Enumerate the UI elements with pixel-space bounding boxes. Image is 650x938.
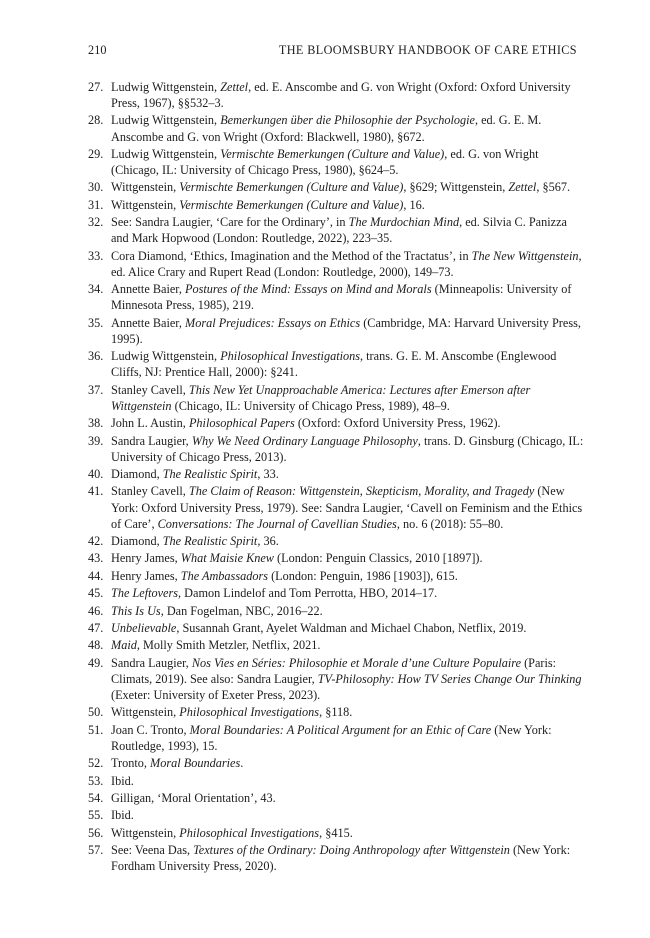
endnote-segment: Henry James, xyxy=(111,568,181,583)
endnote-segment: Ludwig Wittgenstein, xyxy=(111,80,221,94)
endnote xyxy=(88,655,584,703)
endnote-segment: Ludwig Wittgenstein, xyxy=(111,349,221,364)
endnote-segment: Annette Baier, xyxy=(111,282,186,297)
endnote-title: Postures of the Mind: Essays on Mind and Morals xyxy=(185,282,432,297)
endnote-segment: (Cambridge, MA: Harvard University Press, 1995). xyxy=(111,315,581,346)
endnote-title: The Realistic Spirit xyxy=(162,467,258,482)
endnote-title: Conversations: The Journal of Cavellian Studies xyxy=(157,516,397,531)
endnote-segment: Ibid. xyxy=(111,808,134,823)
endnote-segment: See: Veena Das, xyxy=(111,843,194,858)
endnote-segment: Sandra Laugier, xyxy=(111,433,192,448)
endnote-number: 29. xyxy=(88,146,104,161)
endnote-segment: (Oxford: Oxford University Press, 1962). xyxy=(294,416,501,431)
endnote-number: 42. xyxy=(88,533,104,548)
endnote-segment: , ed. G. von Wright (Chicago, IL: University of Chicago Press, 1980), §624–5. xyxy=(111,146,539,178)
endnote-number: 40. xyxy=(88,467,104,482)
endnote-text xyxy=(111,316,581,346)
endnote-title: Moral Boundaries: A Political Argument for an Ethic of Care xyxy=(189,722,492,737)
endnote xyxy=(88,550,584,566)
endnote-segment: Stanley Cavell, xyxy=(111,484,189,499)
endnote-number: 56. xyxy=(88,825,104,840)
running-head: THE BLOOMSBURY HANDBOOK OF CARE ETHICS xyxy=(278,43,577,57)
endnote xyxy=(88,755,584,771)
endnote-segment: , §567. xyxy=(536,180,571,195)
endnote-segment: Annette Baier, xyxy=(111,315,186,330)
endnote-text xyxy=(111,638,320,652)
endnote xyxy=(88,620,584,636)
endnote-segment: Molly Smith Metzler, Netflix, 2021. xyxy=(139,638,321,653)
endnote-number: 41. xyxy=(88,484,104,499)
endnote-text xyxy=(111,586,437,600)
endnote-title: The Claim of Reason: Wittgenstein, Skepticism, Morality, and Tragedy xyxy=(188,484,535,499)
endnote-segment: Ludwig Wittgenstein, xyxy=(111,146,221,161)
endnote-text xyxy=(111,147,538,177)
endnote-text xyxy=(111,756,243,770)
endnote-title: Unbelievable xyxy=(111,620,177,635)
endnote-title: Vermischte Bemerkungen (Culture and Value) xyxy=(179,197,404,212)
endnote-title: Philosophical Papers xyxy=(188,416,295,431)
endnote xyxy=(88,773,584,789)
endnote-title: Philosophical Investigations xyxy=(220,349,361,364)
endnote xyxy=(88,704,584,720)
endnote-segment: . xyxy=(240,756,244,771)
endnote-segment: Diamond, xyxy=(111,467,163,482)
endnote-number: 38. xyxy=(88,416,104,431)
endnote-number: 30. xyxy=(88,180,104,195)
endnote-segment: (Paris: Climats, 2019). See also: Sandra Laugier, xyxy=(111,655,557,686)
endnote-segment: (New York: Oxford University Press, 1979). See: Sandra Laugier, ‘Cavell on Feminism and the Ethics of Care’, xyxy=(111,484,583,531)
endnote-segment: (London: Penguin, 1986 [1903]), 615. xyxy=(268,568,458,583)
endnote-segment: Ibid. xyxy=(111,773,134,788)
endnote-text xyxy=(111,791,276,805)
endnote-text xyxy=(111,569,458,583)
endnote xyxy=(88,214,584,246)
endnote-title: Nos Vies en Séries: Philosophie et Morale d’une Culture Populaire xyxy=(191,655,522,670)
endnote xyxy=(88,637,584,653)
page-header xyxy=(88,43,577,61)
endnote-text xyxy=(111,621,526,635)
endnote xyxy=(88,825,584,841)
endnote-number: 43. xyxy=(88,551,104,566)
endnote xyxy=(88,79,584,111)
endnote-title: Zettel xyxy=(508,180,537,195)
endnote xyxy=(88,433,584,465)
endnote xyxy=(88,112,584,144)
endnote-segment: Dan Fogelman, NBC, 2016–22. xyxy=(163,603,323,618)
endnote-number: 33. xyxy=(88,248,104,263)
endnote-number: 35. xyxy=(88,315,104,330)
endnote-text xyxy=(111,383,530,413)
endnote xyxy=(88,179,584,195)
endnote-segment: Damon Lindelof and Tom Perrotta, HBO, 2014–17. xyxy=(181,586,438,601)
endnote-number: 37. xyxy=(88,382,104,397)
endnote-number: 28. xyxy=(88,113,104,128)
endnote-text xyxy=(111,656,582,702)
endnote-number: 46. xyxy=(88,603,104,618)
endnote-segment: , 36. xyxy=(257,533,279,548)
endnote-number: 47. xyxy=(88,620,104,635)
endnote-text xyxy=(111,198,425,212)
endnote-text xyxy=(111,604,323,618)
endnote xyxy=(88,585,584,601)
endnote-number: 39. xyxy=(88,433,104,448)
endnote-segment: Henry James, xyxy=(111,551,181,566)
endnote xyxy=(88,790,584,806)
endnote-segment: , trans. G. E. M. Anscombe (Englewood Cliffs, NJ: Prentice Hall, 2000): §241. xyxy=(111,349,557,380)
endnote-number: 31. xyxy=(88,197,104,212)
endnote-number: 36. xyxy=(88,349,104,364)
endnote-segment: Tronto, xyxy=(111,756,151,771)
endnote-segment: (London: Penguin Classics, 2010 [1897]). xyxy=(273,551,483,566)
endnote-text xyxy=(111,723,551,753)
endnote-segment: Wittgenstein, xyxy=(111,197,180,212)
endnote-number: 34. xyxy=(88,282,104,297)
endnote-segment: Sandra Laugier, xyxy=(111,655,192,670)
endnote-segment: Joan C. Tronto, xyxy=(111,722,190,737)
endnote-segment: , ed. G. E. M. Anscombe and G. von Wright (Oxford: Blackwell, 1980), §672. xyxy=(111,113,542,144)
endnote-segment: , 16. xyxy=(403,197,425,212)
endnote-segment: , ed. Alice Crary and Rupert Read (London: Routledge, 2000), 149–73. xyxy=(111,248,582,279)
endnote-title: Why We Need Ordinary Language Philosophy xyxy=(191,433,418,448)
endnote-text xyxy=(111,705,352,719)
endnote-text xyxy=(111,826,353,840)
endnote-segment: Wittgenstein, xyxy=(111,825,180,840)
endnote-number: 27. xyxy=(88,80,104,94)
endnote xyxy=(88,382,584,414)
endnote xyxy=(88,807,584,823)
endnote-segment: See: Sandra Laugier, ‘Care for the Ordinary’, in xyxy=(111,215,349,230)
endnote-number: 55. xyxy=(88,808,104,823)
endnote xyxy=(88,568,584,584)
endnote-text xyxy=(111,416,501,430)
endnote xyxy=(88,415,584,431)
endnotes-list xyxy=(88,79,584,876)
endnote-segment: John L. Austin, xyxy=(111,416,189,431)
endnote-number: 53. xyxy=(88,773,104,788)
endnote-text xyxy=(111,80,571,110)
endnote-segment: Stanley Cavell, xyxy=(111,382,189,397)
endnote xyxy=(88,348,584,380)
endnote xyxy=(88,483,584,531)
endnote-title: The Ambassadors xyxy=(180,568,268,583)
endnote-segment: Wittgenstein, xyxy=(111,705,180,720)
endnote-title: The Realistic Spirit xyxy=(162,533,258,548)
endnote-title: Vermischte Bemerkungen (Culture and Value) xyxy=(220,146,445,161)
endnote-segment: Wittgenstein, xyxy=(111,180,180,195)
endnote-segment: , trans. D. Ginsburg (Chicago, IL: University of Chicago Press, 2013). xyxy=(111,433,584,464)
endnote-segment: Ludwig Wittgenstein, xyxy=(111,113,221,128)
endnote-title: Moral Prejudices: Essays on Ethics xyxy=(185,315,361,330)
endnote-title: The New Wittgenstein xyxy=(471,248,579,263)
endnote-title: TV-Philosophy: How TV Series Change Our Thinking xyxy=(317,671,582,686)
endnote-segment: Diamond, xyxy=(111,533,163,548)
endnote-text xyxy=(111,349,556,379)
endnote-title: Vermischte Bemerkungen (Culture and Value) xyxy=(179,180,404,195)
endnote-segment: Gilligan, ‘Moral Orientation’, 43. xyxy=(111,790,276,805)
endnote-title: Moral Boundaries xyxy=(150,756,241,771)
endnote-title: The Murdochian Mind xyxy=(348,215,460,230)
endnote-title: Philosophical Investigations xyxy=(179,825,320,840)
endnote-number: 57. xyxy=(88,843,104,858)
endnote-segment: , 33. xyxy=(257,467,279,482)
endnote-segment: (New York: Fordham University Press, 2020). xyxy=(111,843,571,874)
endnote-title: This New Yet Unapproachable America: Lectures after Emerson after Wittgenstein xyxy=(111,382,531,413)
endnote-text xyxy=(111,180,570,194)
endnote-segment: , no. 6 (2018): 55–80. xyxy=(396,516,504,531)
endnote-title: What Maisie Knew xyxy=(180,551,274,566)
endnote-text xyxy=(111,113,541,143)
endnote-title: The Leftovers, xyxy=(111,586,182,601)
endnote-number: 51. xyxy=(88,722,104,737)
endnote-segment: , §629; Wittgenstein, xyxy=(403,180,509,195)
endnote xyxy=(88,722,584,754)
endnote-title: Textures of the Ordinary: Doing Anthropology after Wittgenstein xyxy=(193,843,510,858)
endnote xyxy=(88,603,584,619)
endnote-text xyxy=(111,534,279,548)
endnote-text xyxy=(111,808,134,822)
endnote-segment: , §118. xyxy=(319,705,353,720)
endnote xyxy=(88,533,584,549)
endnote-number: 48. xyxy=(88,638,104,653)
endnote-segment: , ed. Silvia C. Panizza and Mark Hopwood (London: Routledge, 2022), 223–35. xyxy=(111,215,567,246)
endnote-number: 52. xyxy=(88,756,104,771)
endnote-title: Philosophical Investigations xyxy=(179,705,320,720)
endnote-text xyxy=(111,282,571,312)
endnote-number: 50. xyxy=(88,705,104,720)
endnote-segment: (Exeter: University of Exeter Press, 2023). xyxy=(111,687,321,702)
endnote-segment: , §415. xyxy=(319,825,353,840)
endnote-text xyxy=(111,215,567,245)
endnote-text xyxy=(111,249,582,279)
endnote-text xyxy=(111,551,483,565)
endnote-title: Maid, xyxy=(111,638,140,653)
endnote-title: Zettel xyxy=(220,80,249,94)
endnote-segment: Cora Diamond, ‘Ethics, Imagination and the Method of the Tractatus’, in xyxy=(111,248,472,263)
endnote-text xyxy=(111,467,279,481)
endnote-segment: , Susannah Grant, Ayelet Waldman and Michael Chabon, Netflix, 2019. xyxy=(176,620,527,635)
endnote-segment: (Chicago, IL: University of Chicago Press, 1989), 48–9. xyxy=(171,398,450,413)
endnote-number: 44. xyxy=(88,568,104,583)
endnote-text xyxy=(111,484,582,530)
endnote-segment: (New York: Routledge, 1993), 15. xyxy=(111,722,552,753)
page-number: 210 xyxy=(88,43,107,57)
endnote-segment: , ed. E. Anscombe and G. von Wright (Oxford: Oxford University Press, 1967), §§532–3. xyxy=(111,80,571,111)
endnote-text xyxy=(111,843,570,873)
endnote xyxy=(88,197,584,213)
endnote xyxy=(88,842,584,874)
endnote-text xyxy=(111,434,583,464)
endnote xyxy=(88,248,584,280)
endnote-number: 45. xyxy=(88,586,104,601)
endnote xyxy=(88,146,584,178)
endnote-text xyxy=(111,774,134,788)
endnote-number: 32. xyxy=(88,215,104,230)
endnote-title: This Is Us, xyxy=(111,603,164,618)
endnote xyxy=(88,281,584,313)
endnote-number: 49. xyxy=(88,655,104,670)
endnote xyxy=(88,466,584,482)
endnote-title: Bemerkungen über die Philosophie der Psychologie xyxy=(220,113,475,128)
endnote-segment: (Minneapolis: University of Minnesota Press, 1985), 219. xyxy=(111,282,572,313)
endnote-number: 54. xyxy=(88,790,104,805)
endnote xyxy=(88,315,584,347)
